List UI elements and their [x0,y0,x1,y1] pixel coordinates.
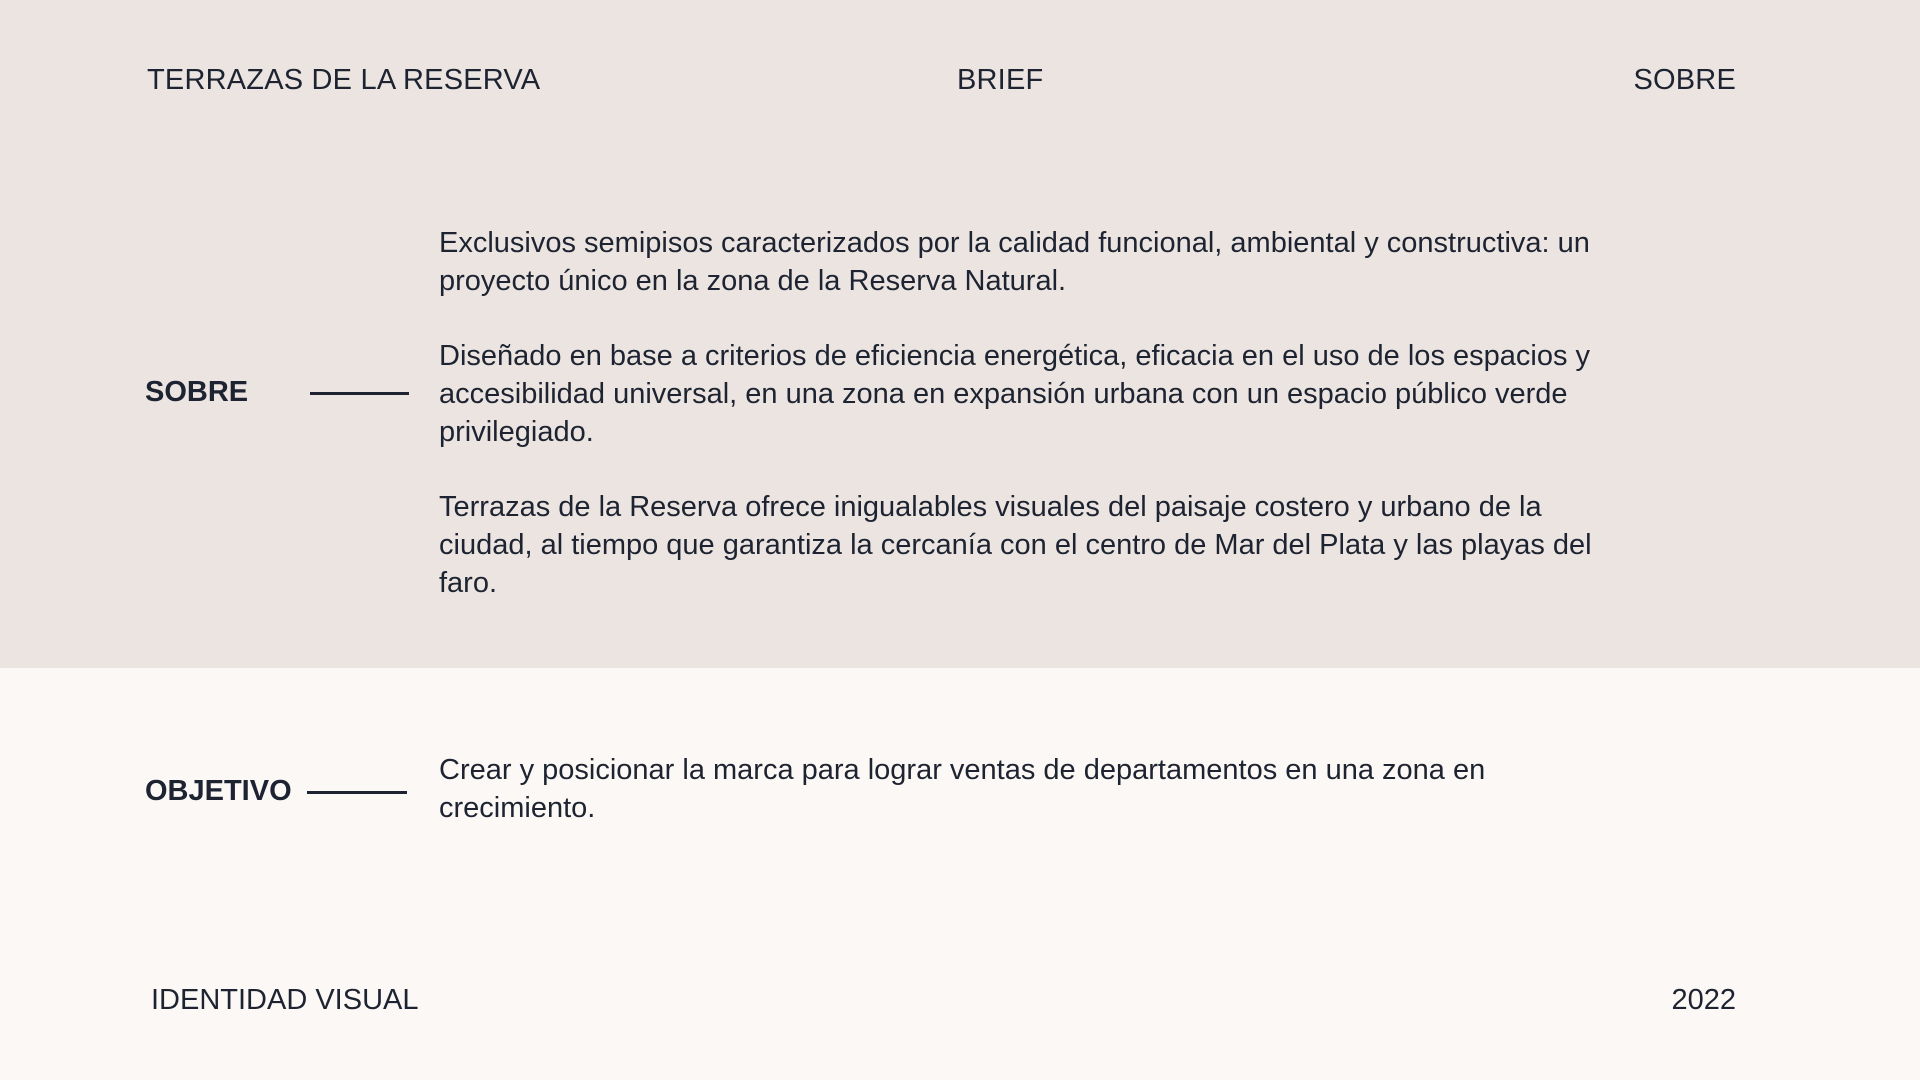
objetivo-divider-line [307,791,407,794]
sobre-paragraph-3: Terrazas de la Reserva ofrece inigualables visuales del paisaje costero y urbano de la ciudad, al tiempo que garantiza la cercanía con el centro de Mar del Plata y las playas del faro. [439,491,1592,599]
section-title: BRIEF [957,64,1044,96]
footer-label: IDENTIDAD VISUAL [151,984,419,1016]
sobre-paragraph-1: Exclusivos semipisos caracterizados por la calidad funcional, ambiental y constructiva: un proyecto único en la zona de la Reserva Natural. [439,227,1590,297]
objetivo-label: OBJETIVO [145,775,292,807]
objetivo-description [439,751,1639,827]
sobre-divider-line [310,392,409,395]
page-title: SOBRE [1633,64,1736,96]
objetivo-paragraph: Crear y posicionar la marca para lograr ventas de departamentos en una zona en crecimiento. [439,754,1486,824]
footer-year: 2022 [1671,984,1736,1016]
sobre-paragraph-2: Diseñado en base a criterios de eficiencia energética, eficacia en el uso de los espacios y accesibilidad universal, en una zona en expansión urbana con un espacio público verde privilegiado. [439,340,1591,448]
bottom-background-band [0,668,1920,1080]
sobre-description [439,224,1639,602]
sobre-label: SOBRE [145,376,249,408]
project-title: TERRAZAS DE LA RESERVA [147,64,541,96]
